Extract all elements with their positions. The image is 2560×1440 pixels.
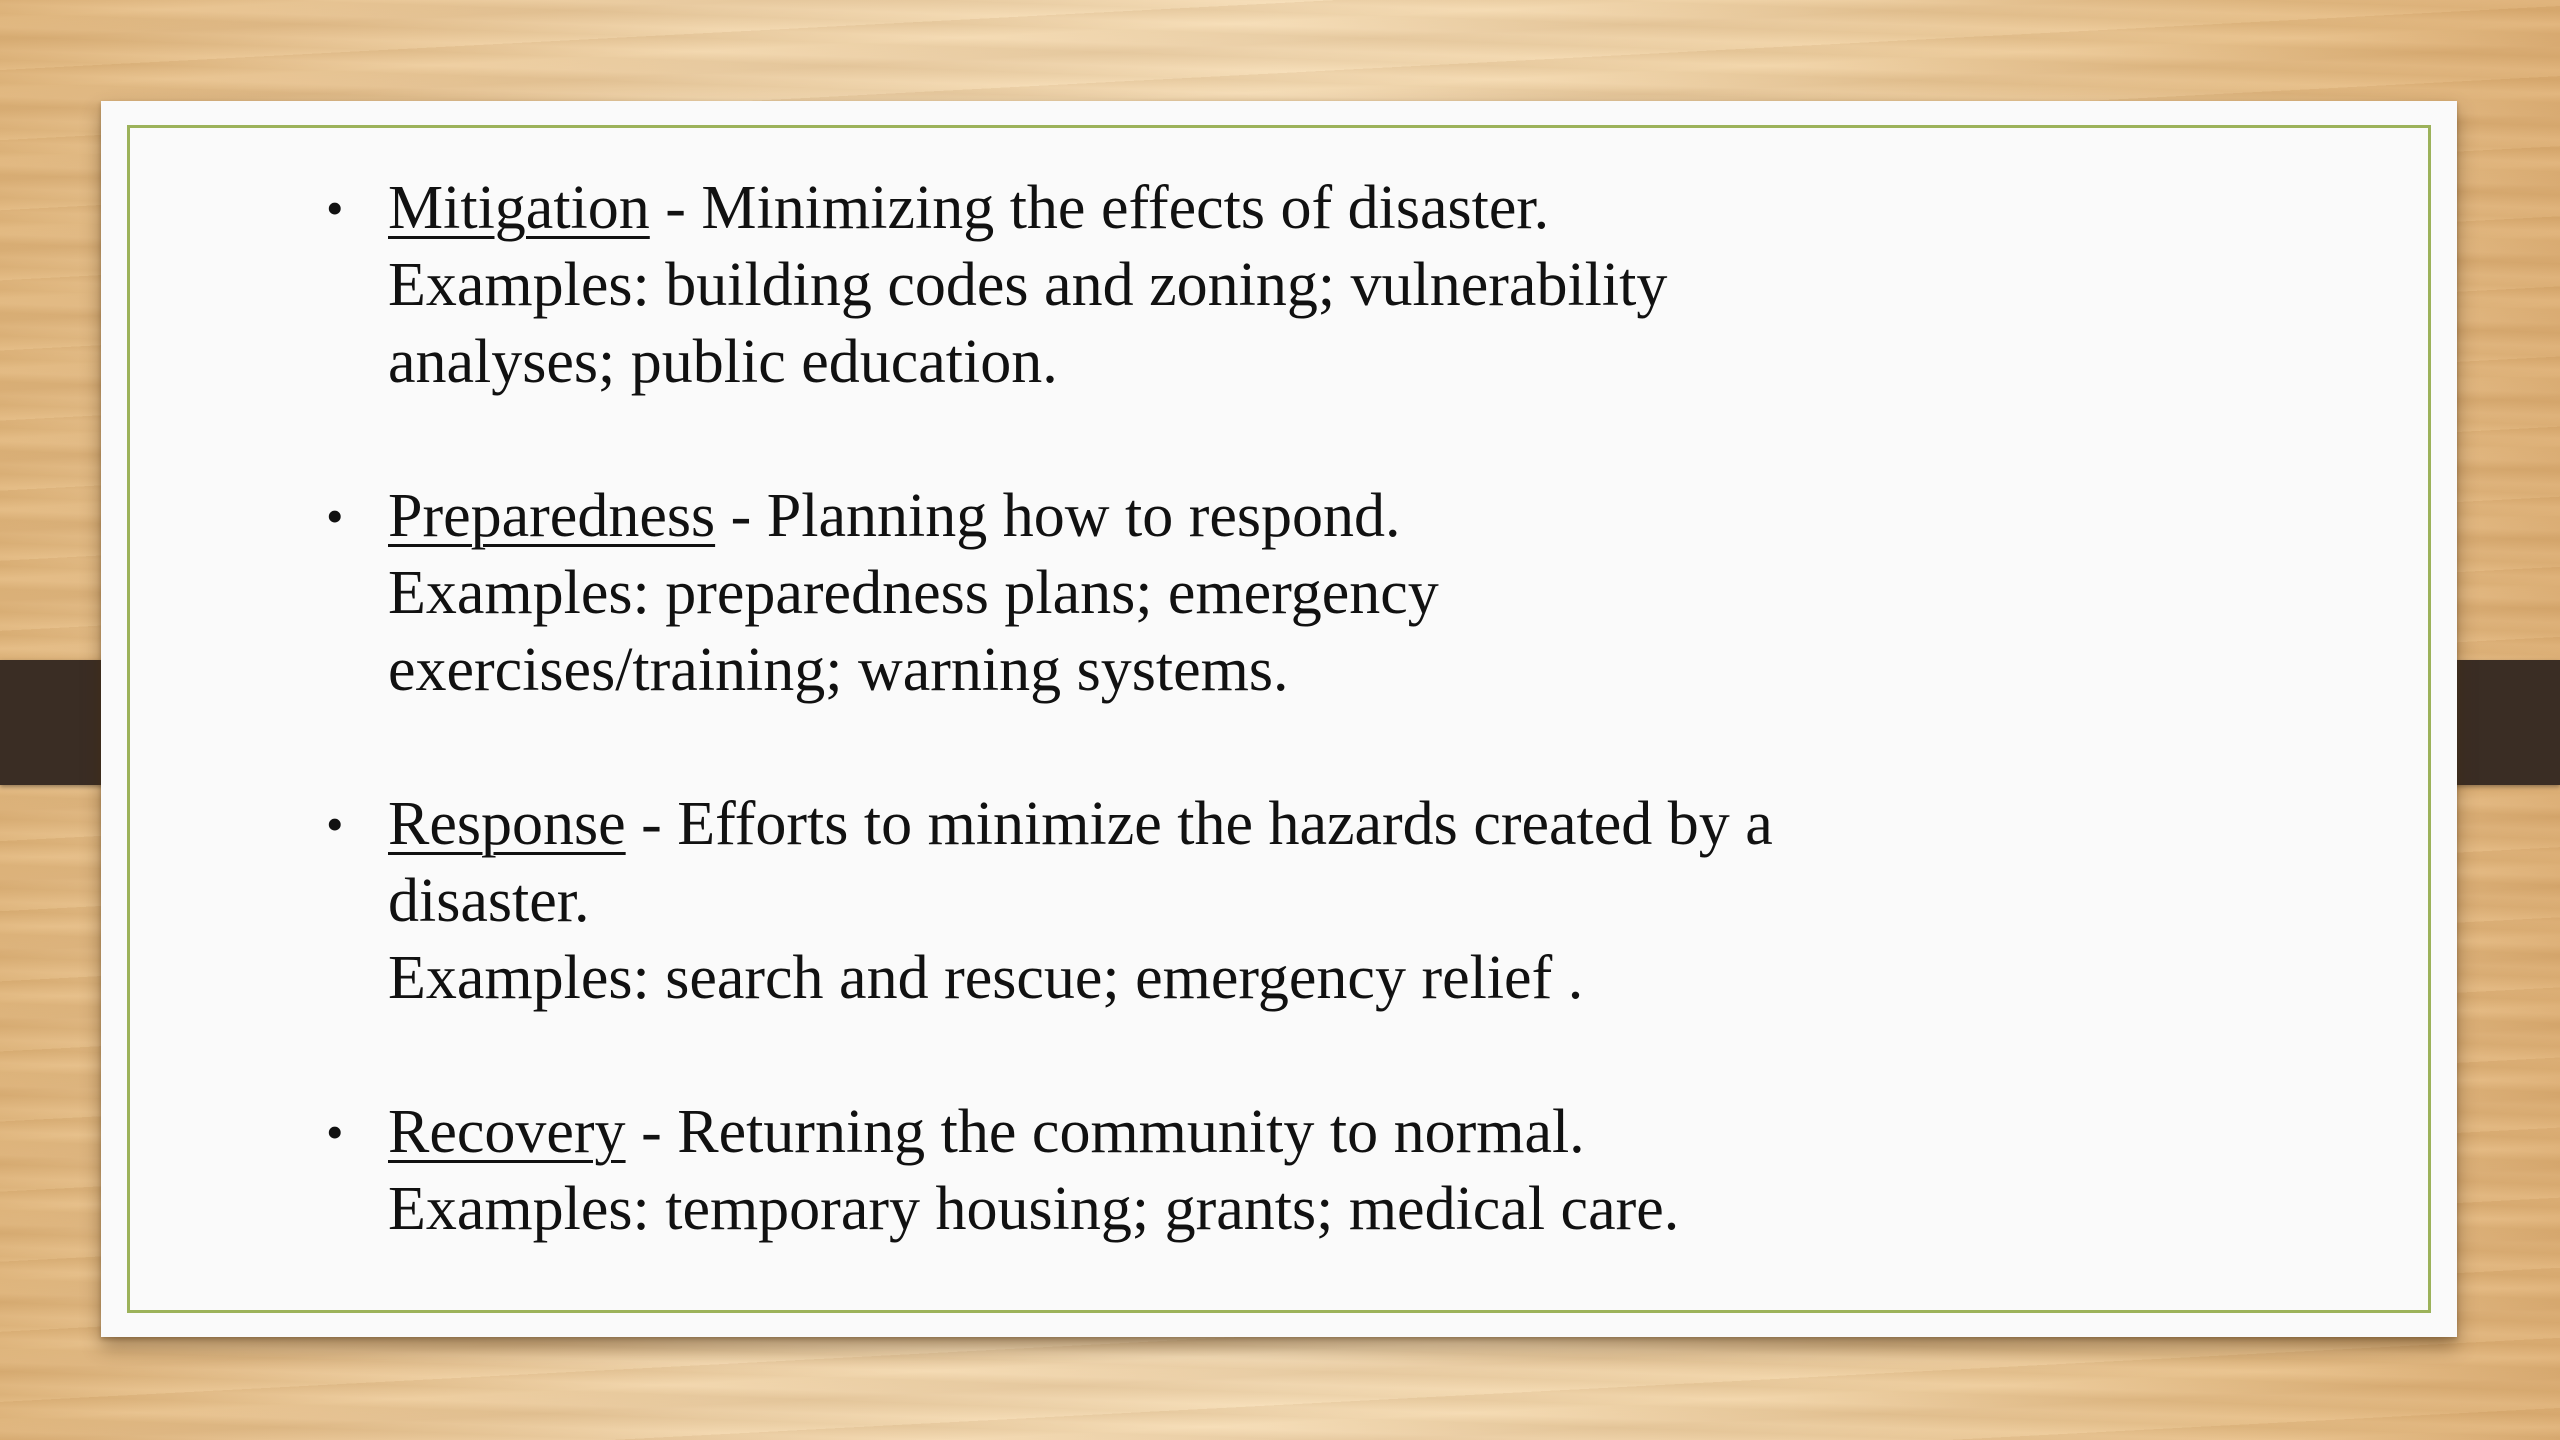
term-response: Response xyxy=(388,790,626,858)
term-preparedness: Preparedness xyxy=(388,482,716,550)
bullet-item-response xyxy=(326,786,1868,1017)
bullet-item-preparedness xyxy=(326,478,1868,709)
examples-mitigation-line1: Examples: building codes and zoning; vulnerability xyxy=(388,251,1668,319)
item-heading-line xyxy=(388,786,1868,863)
examples-mitigation-line2: analyses; public education. xyxy=(388,328,1058,396)
definition-preparedness: - Planning how to respond. xyxy=(715,482,1401,550)
definition-response: - Efforts to minimize the hazards created by a xyxy=(625,790,1773,858)
bullet-icon: • xyxy=(326,1104,344,1160)
bullet-list xyxy=(326,170,1868,1248)
bullet-icon: • xyxy=(326,180,344,236)
examples-preparedness-line1: Examples: preparedness plans; emergency xyxy=(388,559,1439,627)
term-recovery: Recovery xyxy=(388,1098,626,1166)
examples-response-line1: Examples: search and rescue; emergency relief . xyxy=(388,944,1584,1012)
definition-mitigation: - Minimizing the effects of disaster. xyxy=(649,174,1550,242)
term-mitigation: Mitigation xyxy=(388,174,650,242)
item-heading-line xyxy=(388,170,1868,247)
examples-preparedness-line2: exercises/training; warning systems. xyxy=(388,636,1289,704)
bullet-icon: • xyxy=(326,796,344,852)
definition-recovery: - Returning the community to normal. xyxy=(625,1098,1585,1166)
bullet-item-mitigation xyxy=(326,170,1868,401)
item-heading-line xyxy=(388,478,1868,555)
bullet-item-recovery xyxy=(326,1094,1868,1248)
item-heading-line xyxy=(388,1094,1868,1171)
examples-recovery-line1: Examples: temporary housing; grants; medical care. xyxy=(388,1175,1680,1243)
definition-response-line2: disaster. xyxy=(388,867,590,935)
bullet-icon: • xyxy=(326,488,344,544)
